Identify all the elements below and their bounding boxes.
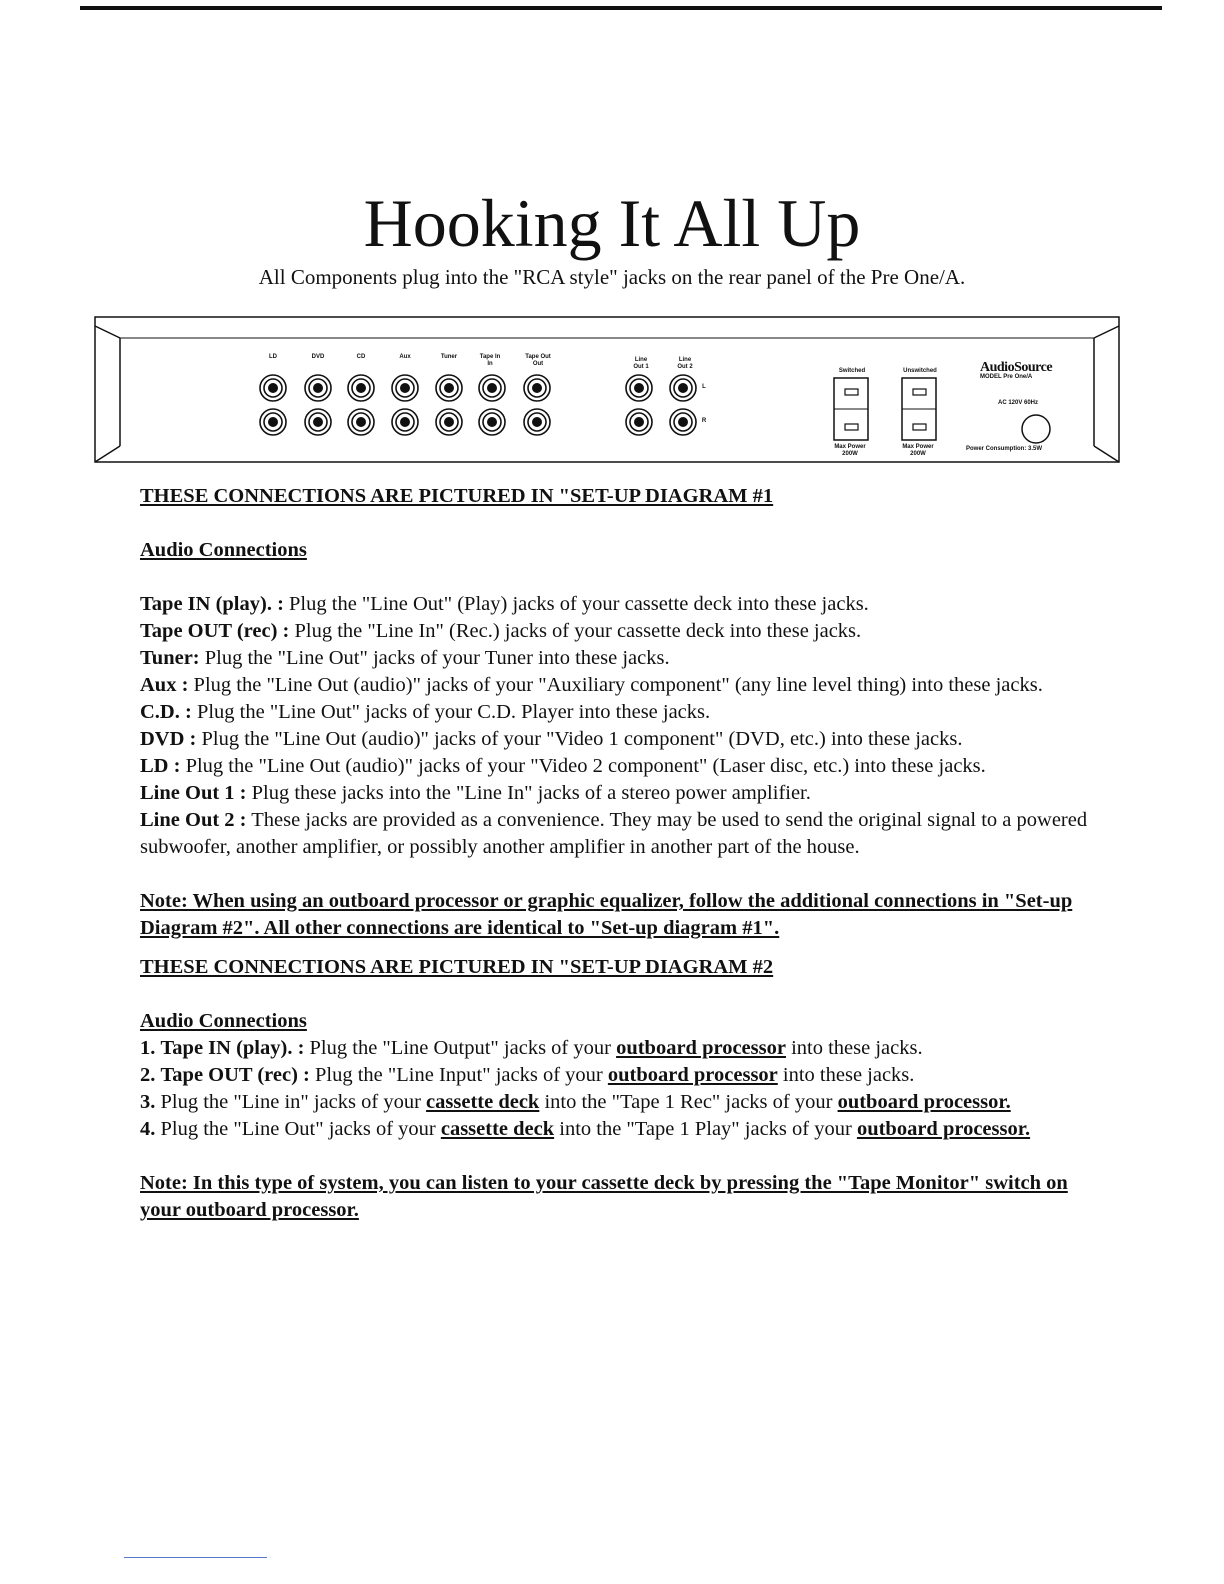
section1-item: Tape IN (play). : Plug the "Line Out" (Play) jacks of your cassette deck into these jacks. [140,593,869,615]
section1-item: DVD : Plug the "Line Out (audio)" jacks of your "Video 1 component" (DVD, etc.) into these jacks. [140,728,963,750]
rca-jack [348,409,374,435]
label-switched: Switched [838,368,866,374]
ac-rating: AC 120V 60Hz [998,400,1039,406]
page-title: Hooking It All Up [363,185,861,261]
power-consumption: Power Consumption: 3.5W [966,446,1043,452]
brand-logo: AudioSource [980,360,1053,375]
label-aux: Aux [399,354,411,360]
instructions [140,483,1095,1224]
note2: Note: In this type of system, you can listen to your cassette deck by pressing the "Tape Monitor" switch on your outboard processor. [140,1172,1068,1221]
section1-item: LD : Plug the "Line Out (audio)" jacks of your "Video 2 component" (Laser disc, etc.) into these jacks. [140,755,986,777]
power-cord-socket [1022,415,1050,443]
label-tape-out-sub: Out [532,361,544,367]
label-lineout2-a: Line [678,357,692,363]
link-outboard-processor: outboard processor. [856,1118,1031,1140]
rear-panel-diagram [94,316,1120,466]
label-channel-l: L [702,384,706,390]
rca-jack [479,409,505,435]
rca-jack [670,375,696,401]
label-watts-1: 200W [842,451,858,457]
label-tape-in-sub: In [487,361,493,367]
rca-jack [670,409,696,435]
rca-jack [392,375,418,401]
section2-item-3: 3. Plug the "Line in" jacks of your cassette deck into the "Tape 1 Rec" jacks of your outboard processor. [140,1091,1011,1113]
section1-heading: THESE CONNECTIONS ARE PICTURED IN "SET-UP DIAGRAM #1 [140,485,774,507]
top-rule [80,6,1162,10]
section1-item: Tuner: Plug the "Line Out" jacks of your Tuner into these jacks. [140,647,670,669]
section2-item-4: 4. Plug the "Line Out" jacks of your cassette deck into the "Tape 1 Play" jacks of your outboard processor. [140,1118,1031,1140]
page-subtitle: All Components plug into the "RCA style" jacks on the rear panel of the Pre One/A. [258,265,966,289]
link-outboard-processor: outboard processor [616,1037,786,1059]
link-outboard-processor: outboard processor [607,1064,778,1086]
label-channel-r: R [701,418,707,424]
section2-subheading: Audio Connections [140,1010,307,1032]
footer-rule [124,1557,267,1558]
label-tape-in: Tape In [479,354,501,360]
section1-list [140,591,1095,861]
model-label: MODEL Pre One/A [980,374,1033,380]
label-tuner: Tuner [440,354,458,360]
section2-item-1: 1. Tape IN (play). : Plug the "Line Output" jacks of your outboard processor into these jacks. [140,1037,923,1059]
section1-item: Line Out 1 : Plug these jacks into the "Line In" jacks of a stereo power amplifier. [140,782,811,804]
label-lineout1-b: Out 1 [633,364,649,370]
section1-item: Line Out 2 : These jacks are provided as a convenience. They may be used to send the original signal to a powered subwoofer, another amplifier, or possibly another amplifier in another part of the house. [140,809,1088,858]
label-watts-2: 200W [910,451,926,457]
note1: Note: When using an outboard processor or graphic equalizer, follow the additional connections in "Set-up Diagram #2". All other connections are identical to "Set-up diagram #1". [140,890,1073,939]
label-lineout1-a: Line [634,357,648,363]
rca-jack [436,375,462,401]
rca-jack [392,409,418,435]
rca-jack [626,375,652,401]
rear-panel-outline [94,316,1120,466]
label-max-power-1: Max Power [834,444,866,450]
label-unswitched: Unswitched [903,368,937,374]
section1-item: Tape OUT (rec) : Plug the "Line In" (Rec.) jacks of your cassette deck into these jacks. [140,620,862,642]
rca-jack [305,409,331,435]
label-cd: CD [356,354,366,360]
rca-jack [436,409,462,435]
rca-jack [626,409,652,435]
rca-jack [348,375,374,401]
label-dvd: DVD [311,354,325,360]
section1-item: C.D. : Plug the "Line Out" jacks of your C.D. Player into these jacks. [140,701,711,723]
rca-jack [479,375,505,401]
rca-jack [260,409,286,435]
label-max-power-2: Max Power [902,444,934,450]
section1-subheading: Audio Connections [140,539,307,561]
link-cassette-deck: cassette deck [440,1118,555,1140]
label-tape-out: Tape Out [525,354,551,360]
link-outboard-processor: outboard processor. [837,1091,1011,1113]
label-lineout2-b: Out 2 [677,364,693,370]
link-cassette-deck: cassette deck [426,1091,540,1113]
rca-jack [524,375,550,401]
rca-jack [305,375,331,401]
rca-jack [524,409,550,435]
section2-item-2: 2. Tape OUT (rec) : Plug the "Line Input" jacks of your outboard processor into these jacks. [140,1064,915,1086]
label-ld: LD [269,354,277,360]
section1-item: Aux : Plug the "Line Out (audio)" jacks of your "Auxiliary component" (any line level thing) into these jacks. [140,674,1043,696]
rca-jack [260,375,286,401]
section2-heading: THESE CONNECTIONS ARE PICTURED IN "SET-UP DIAGRAM #2 [140,956,774,978]
